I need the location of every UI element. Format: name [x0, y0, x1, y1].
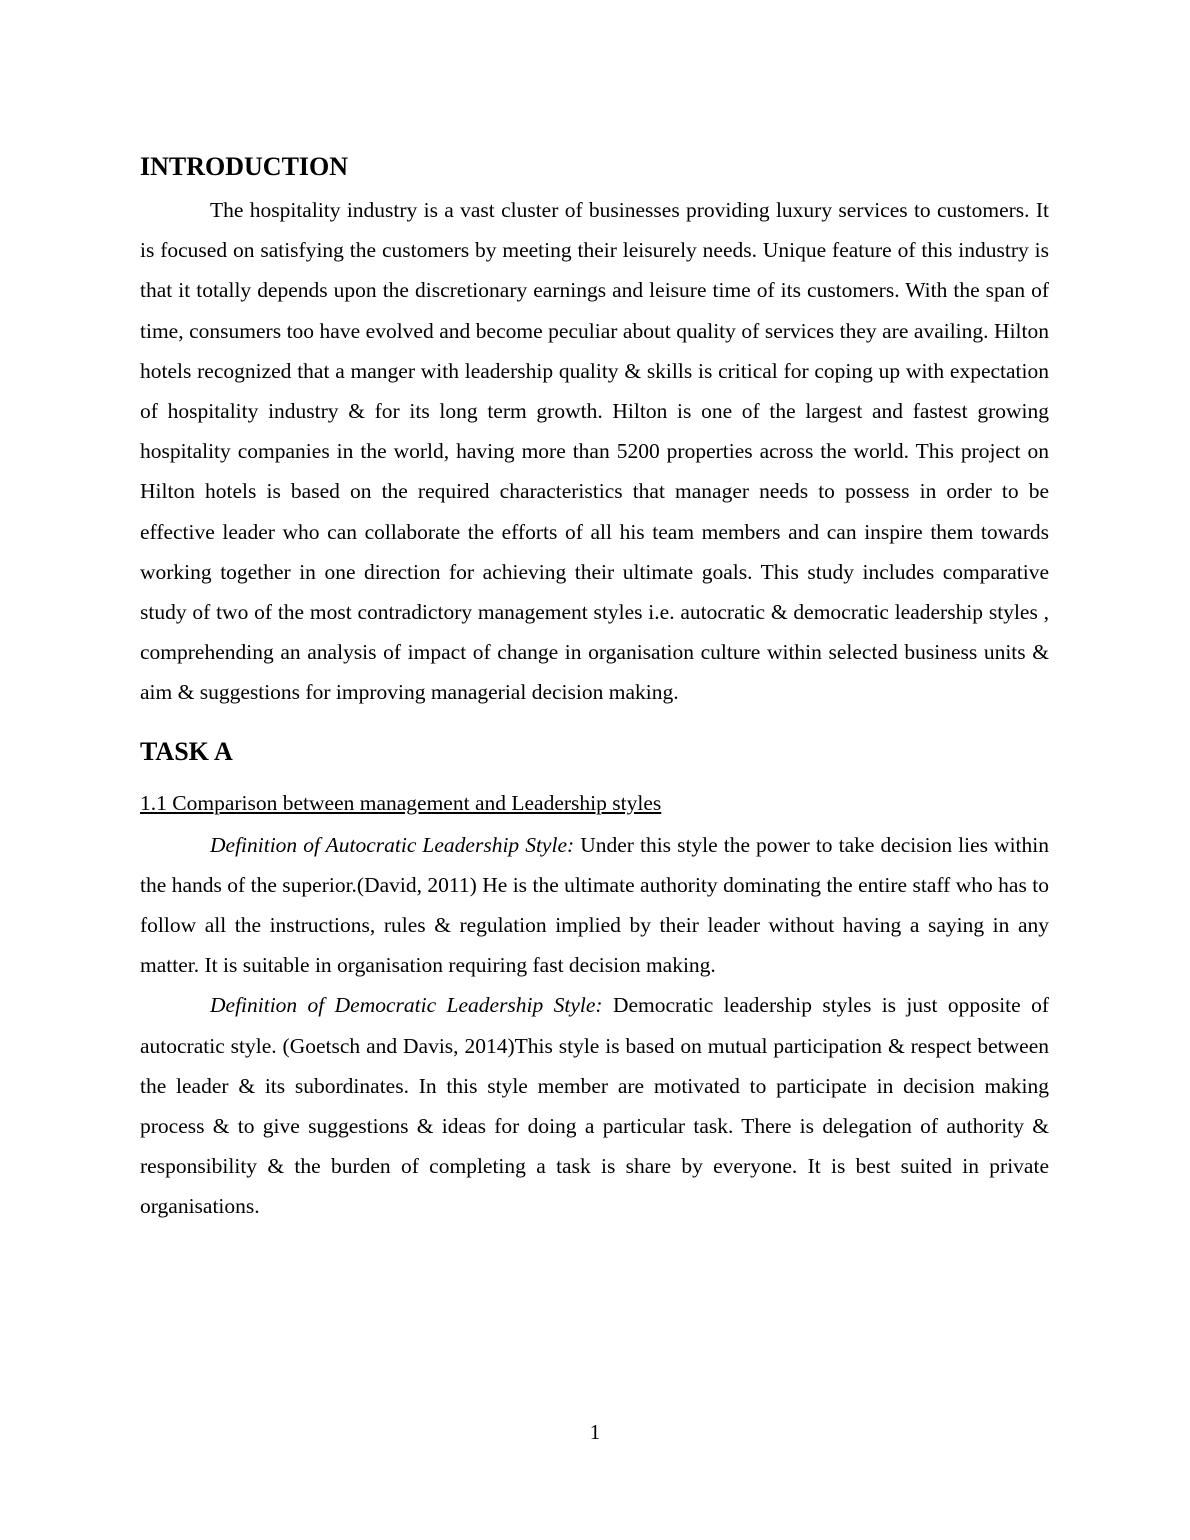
autocratic-definition-paragraph: [140, 825, 1049, 986]
section-1-1-subheading: 1.1 Comparison between management and Leadership styles: [140, 790, 662, 815]
autocratic-text: Under this style the power to take decision lies within the hands of the superior.(David, 2011) He is the ultimate authority dominating the entire staff who has to follow all the instructions, rules & regulation implied by their leader without having a saying in any matter. It is suitable in organisation requiring fast decision making.: [140, 832, 1049, 978]
democratic-text: Democratic leadership styles is just opposite of autocratic style. (Goetsch and Davis, 2014)This style is based on mutual participation & respect between the leader & its subordinates. In this style member are motivated to participate in decision making process & to give suggestions & ideas for doing a particular task. There is delegation of authority & responsibility & the burden of completing a task is share by everyone. It is best suited in private organisations.: [140, 993, 1049, 1219]
introduction-heading: INTRODUCTION: [140, 152, 349, 181]
introduction-paragraph: The hospitality industry is a vast cluster of businesses providing luxury services to customers. It is focused on satisfying the customers by meeting their leisurely needs. Unique feature of this industry is that it totally depends upon the discretionary earnings and leisure time of its customers. With the span of time, consumers too have evolved and become peculiar about quality of services they are availing. Hilton hotels recognized that a manger with leadership quality & skills is critical for coping up with expectation of hospitality industry & for its long term growth. Hilton is one of the largest and fastest growing hospitality companies in the world, having more than 5200 properties across the world. This project on Hilton hotels is based on the required characteristics that manager needs to possess in order to be effective leader who can collaborate the efforts of all his team members and can inspire them towards working together in one direction for achieving their ultimate goals. This study includes comparative study of two of the most contradictory management styles i.e. autocratic & democratic leadership styles , comprehending an analysis of impact of change in organisation culture within selected business units & aim & suggestions for improving managerial decision making.: [140, 198, 1049, 705]
task-a-heading: TASK A: [140, 736, 233, 766]
page-number: 1: [589, 1420, 601, 1444]
democratic-term: Definition of Democratic Leadership Style:: [210, 993, 603, 1018]
autocratic-term: Definition of Autocratic Leadership Style:: [210, 832, 575, 857]
democratic-definition-paragraph: [140, 985, 1049, 1226]
page-content: [140, 148, 1049, 1227]
